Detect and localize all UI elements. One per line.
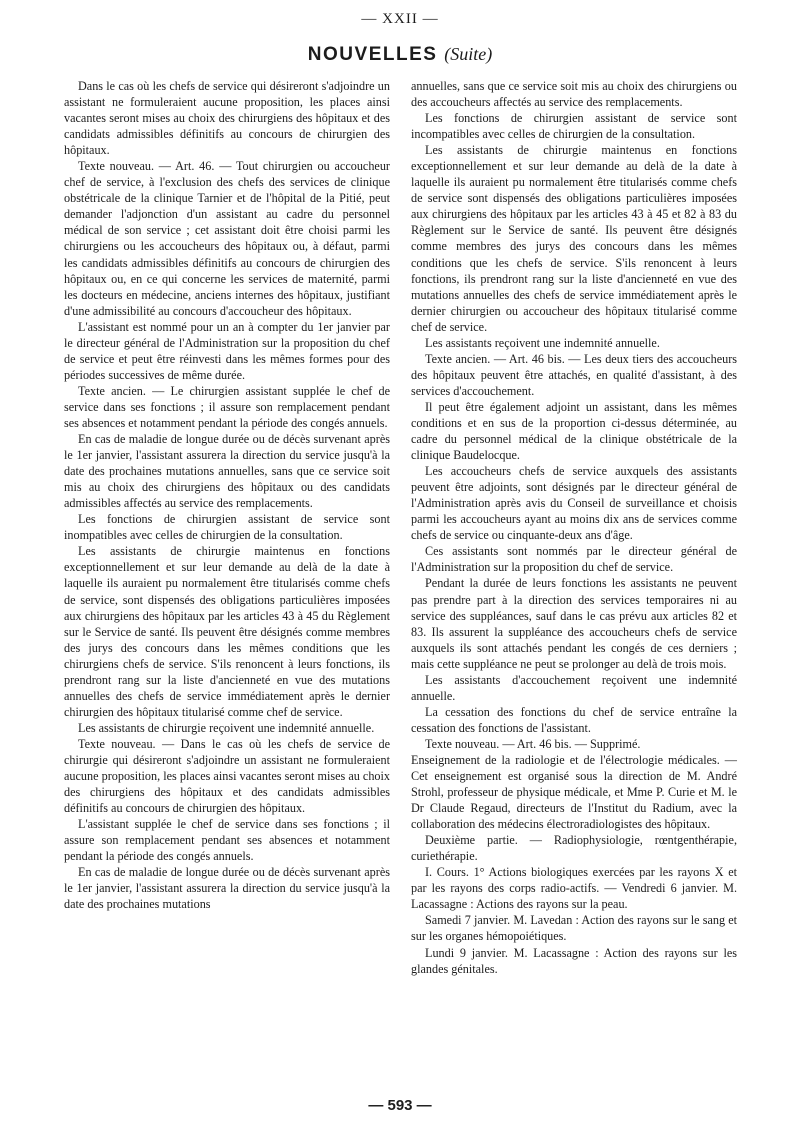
paragraph: Les fonctions de chirurgien assistant de service sont incompatibles avec celles de chirurgien de la consultation.	[411, 111, 737, 142]
paragraph: En cas de maladie de longue durée ou de décès survenant après le 1er janvier, l'assistant assurera la direction du service jusqu'à la date des prochaines mutations	[64, 865, 390, 912]
title-text: NOUVELLES	[307, 44, 438, 65]
paragraph: Les assistants de chirurgie maintenus en fonctions exceptionnellement et sur leur demande au delà de la date à laquelle ils auraient pu normalement être titularisés comme chefs de service sont dispensés des obligations particulières imposées aux chirurgiens des hôpitaux par les articles 43 à 45 et 82 à 83 du Règlement sur le Service de santé. Ils peuvent être désignés comme membres des jurys des concours dans les mêmes conditions que les chefs de service. S'ils renoncent à leurs fonctions, ils prendront rang sur la liste d'ancienneté en vue des mutations annuelles des chefs de service immédiatement après le dernier chirurgien ou accoucheur des hôpitaux titularisé comme chef de service.	[411, 143, 737, 334]
paragraph: Les accoucheurs chefs de service auxquels des assistants peuvent être adjoints, sont désignés par le directeur général de l'Administration après avis du Conseil de surveillance et choisis parmi les accoucheurs ayant au moins dix ans de services comme chefs de service ou cinquante-deux ans d'âge.	[411, 464, 737, 543]
right-column	[411, 78, 737, 977]
paragraph: I. Cours. 1° Actions biologiques exercées par les rayons X et par les rayons des corps radio-actifs. — Vendredi 6 janvier. M. Lacassagne : Actions des rayons sur la peau.	[411, 865, 737, 912]
paragraph: annuelles, sans que ce service soit mis au choix des chirurgiens ou des accoucheurs affectés au service des remplacements.	[411, 79, 737, 110]
paragraph: Texte nouveau. — Art. 46 bis. — Supprimé.	[425, 736, 641, 751]
paragraph: Pendant la durée de leurs fonctions les assistants ne peuvent pas prendre part à la direction des services temporaires ni au service des suppléances, sauf dans le cas prévu aux articles 82 et 83. Ils assurent la suppléance des accoucheurs chefs de service auxquels ils sont attachés pendant les congés de ces derniers ; mais cette suppléance ne peut se prolonger au delà de trois mois.	[411, 576, 737, 671]
paragraph: Samedi 7 janvier. M. Lavedan : Action des rayons sur le sang et sur les organes hémopoiétiques.	[411, 913, 737, 944]
paragraph: Lundi 9 janvier. M. Lacassagne : Action des rayons sur les glandes génitales.	[411, 945, 737, 976]
paragraph: Texte nouveau. — Art. 46. — Tout chirurgien ou accoucheur chef de service, à l'exclusion des chefs des services de clinique obstétricale de la clinique Tarnier et de l'hôpital de la Pitié, peut demander l'adjonction d'un assistant au cadre du personnel médical de son service ; cet assistant doit être choisi parmi les chirurgiens ou les accoucheurs des hôpitaux ou, à défaut, parmi les candidats admissibles définitifs au concours de chirurgien des hôpitaux ou, en ce qui concerne les services de maternité, parmi les docteurs en médecine, anciens internes des hôpitaux, justifiant d'une admissibilité au concours d'accoucheur des hôpitaux.	[64, 159, 390, 318]
paragraph-bold-heading: Enseignement de la radiologie et de l'électrologie médicales. — Cet enseignement est organisé sous la direction de M. André Strohl, professeur de physique médicale, et Mme P. Curie et M. le Dr Claude Regaud, directeurs de l'Institut du Radium, avec la collaboration des médecins électroradiologistes des hôpitaux.	[411, 752, 737, 832]
page-title	[0, 44, 800, 66]
paragraph: Les fonctions de chirurgien assistant de service sont inompatibles avec celles de chirurgien de la consultation.	[64, 512, 390, 543]
paragraph: En cas de maladie de longue durée ou de décès survenant après le 1er janvier, l'assistant assurera la direction du service jusqu'à la date des prochaines mutations annuelles, sans que ce service soit mis au choix des chirurgiens des hôpitaux ou des candidats admissibles affectés au service des remplacements.	[64, 432, 390, 511]
paragraph: Texte ancien. — Le chirurgien assistant supplée le chef de service dans ses fonctions ; il assure son remplacement pendant ses absences et notamment pendant la période des congés annuels.	[64, 383, 390, 430]
paragraph: Texte ancien. — Art. 46 bis. — Les deux tiers des accoucheurs des hôpitaux peuvent être attachés, en qualité d'assistant, à des services d'accouchement.	[411, 351, 737, 398]
paragraph: Les assistants de chirurgie maintenus en fonctions exceptionnellement et sur leur demande au delà de la date à laquelle ils auraient pu normalement être titularisés comme chefs de service, sont dispensés des obligations particulières imposées aux chirurgiens des hôpitaux par les articles 43 à 45 du Règlement sur le Service de santé. Ils peuvent être désignés comme membres des jurys des concours dans les mêmes conditions que les chirurgiens chefs de service. S'ils renoncent à leurs fonctions, ils prendront rang sur la liste d'ancienneté en vue des mutations annuelles des chefs de service immédiatement après le dernier chirurgien des hôpitaux titularisé comme chef de service.	[64, 544, 390, 719]
page-number: — 593 —	[368, 1097, 432, 1114]
paragraph: Ces assistants sont nommés par le directeur général de l'Administration sur la proposition du chef de service.	[411, 544, 737, 575]
paragraph: Il peut être également adjoint un assistant, dans les mêmes conditions et en sus de la proportion ci-dessus déterminée, au cadre du personnel médical de la clinique obstétricale de la clinique Baudelocque.	[411, 399, 737, 463]
paragraph: L'assistant est nommé pour un an à compter du 1er janvier par le directeur général de l'Administration sur la proposition du chef de service et peut être réinvesti dans les mêmes formes pour des périodes successives de même durée.	[64, 319, 390, 382]
paragraph: Dans le cas où les chefs de service qui désireront s'adjoindre un assistant ne formuleraient aucune proposition, les places ainsi vacantes seront mises au choix des chirurgiens des hôpitaux et des candidats admissibles définitifs au concours de chirurgien des hôpitaux.	[64, 79, 390, 158]
paragraph: La cessation des fonctions du chef de service entraîne la cessation des fonctions de l'assistant.	[411, 704, 737, 735]
paragraph: Les assistants de chirurgie reçoivent une indemnité annuelle.	[78, 720, 375, 735]
paragraph: Deuxième partie. — Radiophysiologie, rœntgenthérapie, curiethérapie.	[411, 833, 737, 864]
paragraph: Texte nouveau. — Dans le cas où les chefs de service de chirurgie qui désireront s'adjoindre un assistant ne formuleraient aucune proposition, les places ainsi vacantes seront mises au choix des chirurgiens des hôpitaux et des candidats admissibles définitifs au concours de chirurgien des hôpitaux.	[64, 736, 390, 816]
title-suffix: (Suite)	[444, 44, 493, 64]
paragraph: L'assistant supplée le chef de service dans ses fonctions ; il assure son remplacement pendant ses absences et notamment pendant la période des congés annuels.	[64, 817, 390, 864]
left-column	[64, 78, 390, 912]
paragraph: Les assistants d'accouchement reçoivent une indemnité annuelle.	[411, 672, 737, 703]
page-number-roman: — XXII —	[361, 11, 439, 27]
paragraph: Les assistants reçoivent une indemnité annuelle.	[425, 335, 660, 350]
